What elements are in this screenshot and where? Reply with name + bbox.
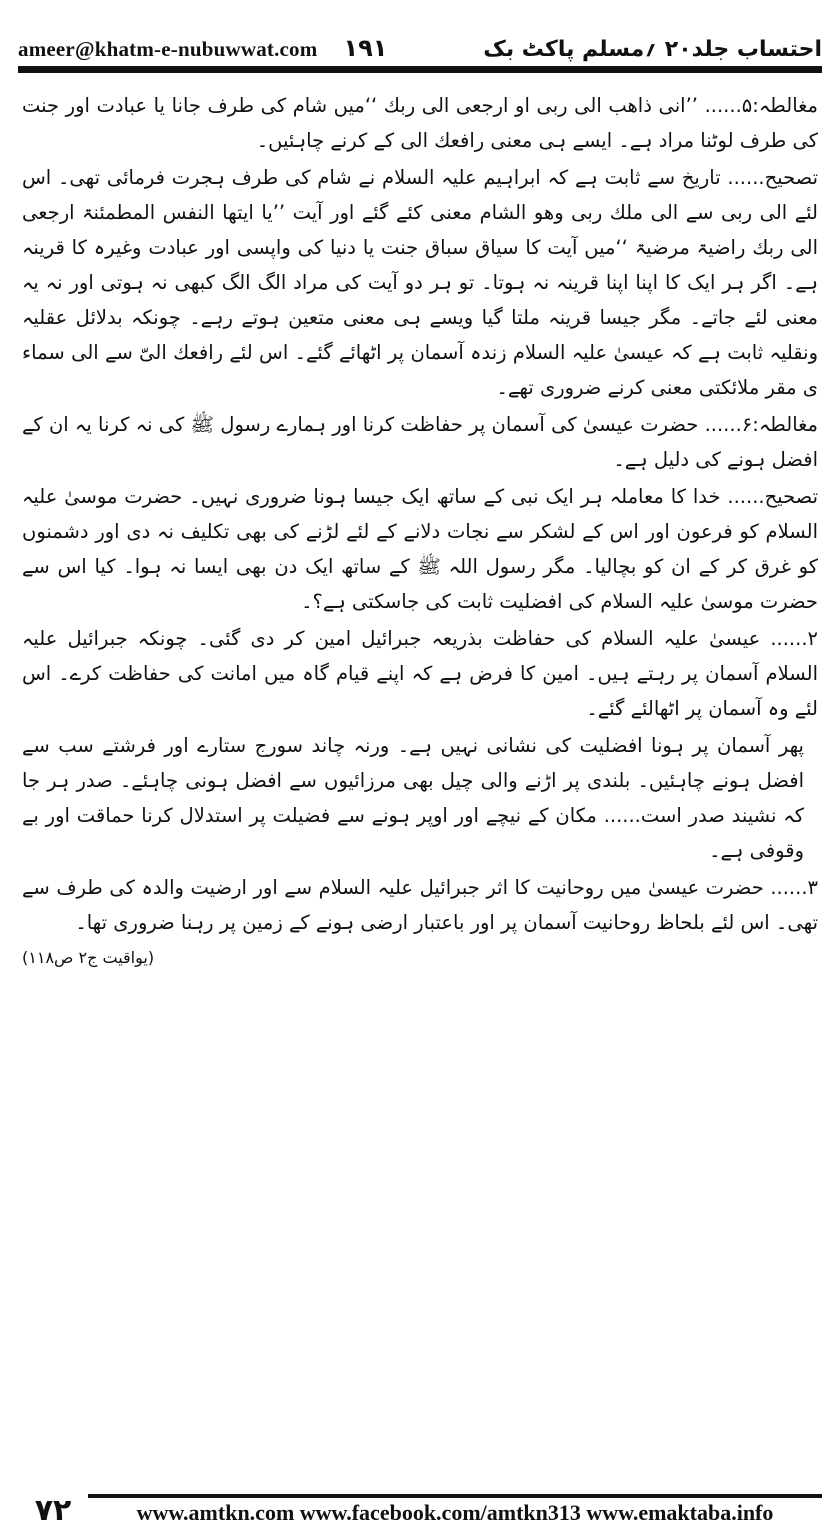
paragraph-correction-5: تصحیح...... تاریخ سے ثابت ہے کہ ابراہیم علیہ السلام نے شام کی طرف ہجرت فرمائی تھی۔ اس لئے الی ربی سے الی ملك ربی وھو الشام معنی کئے گئے اور آیت ’’یا ایتھا النفس المطمئنۃ ارجعی الی ربك راضیۃ مرضیۃ ‘‘میں آیت کا سیاق سباق جنت یا دنیا کی واپسی اور عبادت وغیرہ کا قرینہ ہے۔ اگر ہر ایک کا اپنا اپنا قرینہ نہ ہوتا۔ تو ہر دو آیت کی مراد الگ الگ کبھی نہ ہوتی اور نہ یہ معنی لئے جاتے۔ مگر جیسا قرینہ ملتا گیا ویسے ہی معنی متعین ہوتے رہے۔ چونکہ بدلائل عقلیہ ونقلیہ ثابت ہے کہ عیسیٰ علیہ السلام زندہ آسمان پر اٹھائے گئے۔ اس لئے رافعك الیّ سے الی سماء ی مقر ملائکتی معنی کرنے ضروری تھے۔ xyxy=(22,166,818,399)
header-divider xyxy=(18,66,822,73)
paragraph-superiority: پھر آسمان پر ہونا افضلیت کی نشانی نہیں ہے۔ ورنہ چاند سورج ستارے اور فرشتے سب سے افضل ہونے چاہئیں۔ بلندی پر اڑنے والی چیل بھی مرزائیوں سے افضل ہونی چاہئے۔ صدر ہر جا کہ نشیند صدر است...... مکان کے نیچے اور اوپر ہونے سے فضیلت پر استدلال کرنا حماقت اور بے وقوفی ہے۔ xyxy=(22,734,804,862)
paragraph-fallacy-5: مغالطہ:۵...... ’’انی ذاھب الی ربی او ارجعی الی ربك ‘‘میں شام کی طرف جانا یا عبادت اور جنت کی طرف لوٹنا مراد ہے۔ ایسے ہی معنی رافعك الی کے کرنے چاہئیں۔ xyxy=(22,94,818,152)
page-header xyxy=(18,18,822,62)
footer-bar xyxy=(88,1490,822,1530)
paragraph-fallacy-6: مغالطہ:۶...... حضرت عیسیٰ کی آسمان پر حفاظت کرنا اور ہمارے رسول ﷺ کی نہ کرنا یہ ان کے افضل ہونے کی دلیل ہے۔ xyxy=(22,413,818,471)
citation-reference: (یواقیت ج۲ ص۱۱۸) xyxy=(22,948,155,967)
footer-page-number: ۷۲ xyxy=(34,1492,72,1528)
footer-links: www.amtkn.com www.facebook.com/amtkn313 www.emaktaba.info xyxy=(136,1500,774,1525)
paragraph-correction-6: تصحیح...... خدا کا معاملہ ہر ایک نبی کے ساتھ ایک جیسا ہونا ضروری نہیں۔ حضرت موسیٰ علیہ السلام کو فرعون اور اس کے لشکر سے نجات دلانے کے لئے لڑنے کی بھی تکلیف نہ دی اور دشمنوں کو غرق کر کے ان کو بچالیا۔ مگر رسول اللہ ﷺ کے ساتھ ایک دن بھی ایسا نہ ہوا۔ کیا اس سے حضرت موسیٰ علیہ السلام کی افضلیت ثابت کی جاسکتی ہے؟۔ xyxy=(22,485,818,613)
header-page-number: ۱۹۱ xyxy=(343,34,388,62)
header-email: ameer@khatm-e-nubuwwat.com xyxy=(18,37,318,61)
paragraph-point-3 xyxy=(22,870,818,967)
header-book-title: احتساب جلد۲۰ ؍مسلم پاکٹ بک xyxy=(483,37,822,62)
paragraph-point-2: ۲...... عیسیٰ علیہ السلام کی حفاظت بذریعہ جبرائیل امین کر دی گئی۔ چونکہ جبرائیل علیہ السلام آسمان پر رہتے ہیں۔ امین کا فرض ہے کہ اپنے قیام گاہ میں امانت کی حفاظت کرے۔ اس لئے وہ آسمان پر اٹھالئے گئے۔ xyxy=(22,627,818,720)
header-left-group xyxy=(18,34,387,62)
page-body xyxy=(22,88,818,1473)
point-3-text: ۳...... حضرت عیسیٰ میں روحانیت کا اثر جبرائیل علیہ السلام سے اور ارضیت والدہ کی طرف سے تھی۔ اس لئے بلحاظ روحانیت آسمان پر اور باعتبار ارضی ہونے کے زمین پر رہنا ضروری تھا۔ xyxy=(22,876,818,934)
page-footer xyxy=(18,1490,822,1530)
